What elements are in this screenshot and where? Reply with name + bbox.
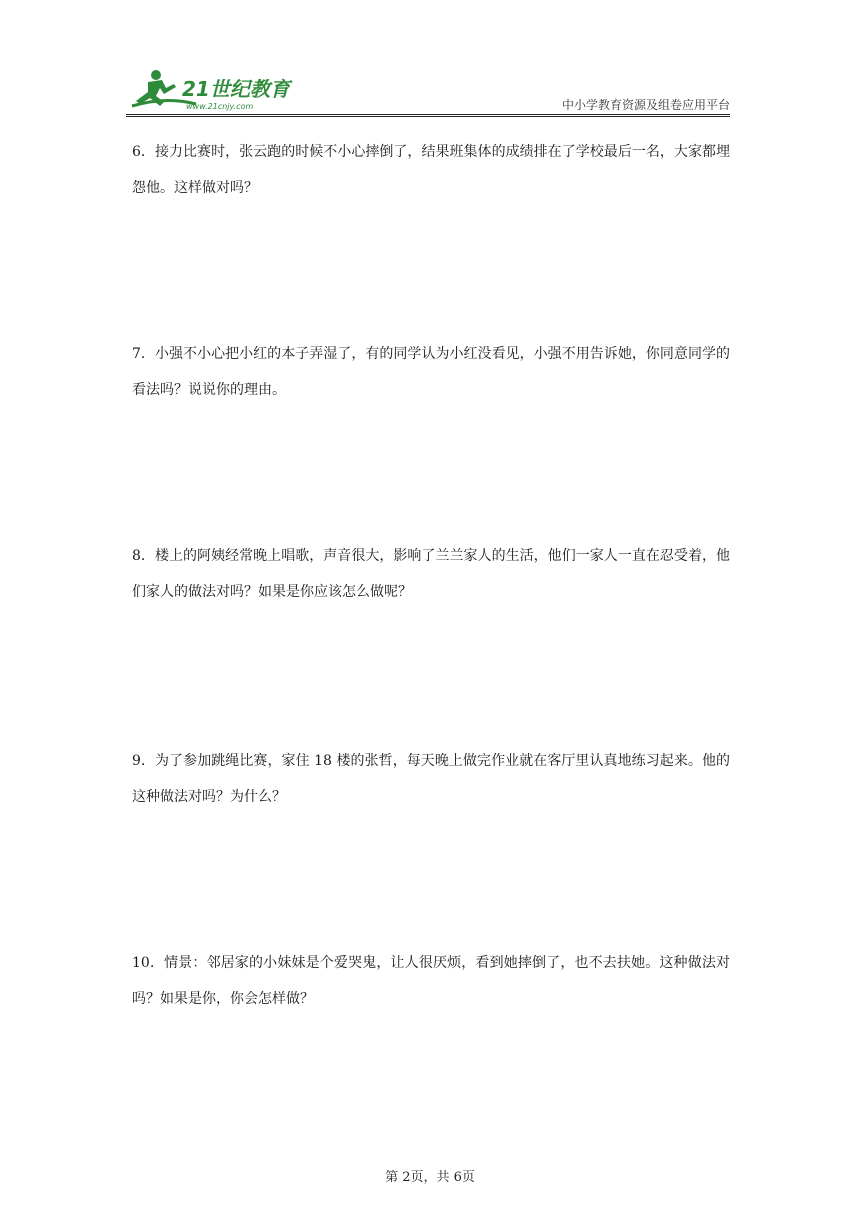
question-7: 7．小强不小心把小红的本子弄湿了，有的同学认为小红没看见，小强不用告诉她，你同意同学的看法吗？说说你的理由。 — [132, 346, 730, 398]
svg-text:21世纪教育: 21世纪教育 — [182, 77, 290, 101]
svg-text:www.21cnjy.com: www.21cnjy.com — [186, 102, 254, 111]
question-10: 10．情景：邻居家的小妹妹是个爱哭鬼，让人很厌烦，看到她摔倒了，也不去扶她。这种做法对吗？如果是你，你会怎样做？ — [132, 955, 730, 1007]
question-9: 9．为了参加跳绳比赛，家住 18 楼的张哲，每天晚上做完作业就在客厅里认真地练习起来。他的这种做法对吗？为什么？ — [132, 753, 730, 805]
header-divider — [126, 114, 730, 115]
page-number: 第 2页，共 6页 — [385, 1170, 475, 1185]
question-8: 8．楼上的阿姨经常晚上唱歌，声音很大，影响了兰兰家人的生活，他们一家人一直在忍受着，他们家人的做法对吗？如果是你应该怎么做呢？ — [132, 548, 730, 600]
platform-name: 中小学教育资源及组卷应用平台 — [561, 98, 730, 112]
page-header — [126, 66, 730, 118]
question-6: 6．接力比赛时，张云跑的时候不小心摔倒了，结果班集体的成绩排在了学校最后一名，大家都埋怨他。这样做对吗？ — [132, 144, 730, 196]
header-divider-second — [126, 116, 730, 117]
brand-logo — [126, 66, 326, 114]
